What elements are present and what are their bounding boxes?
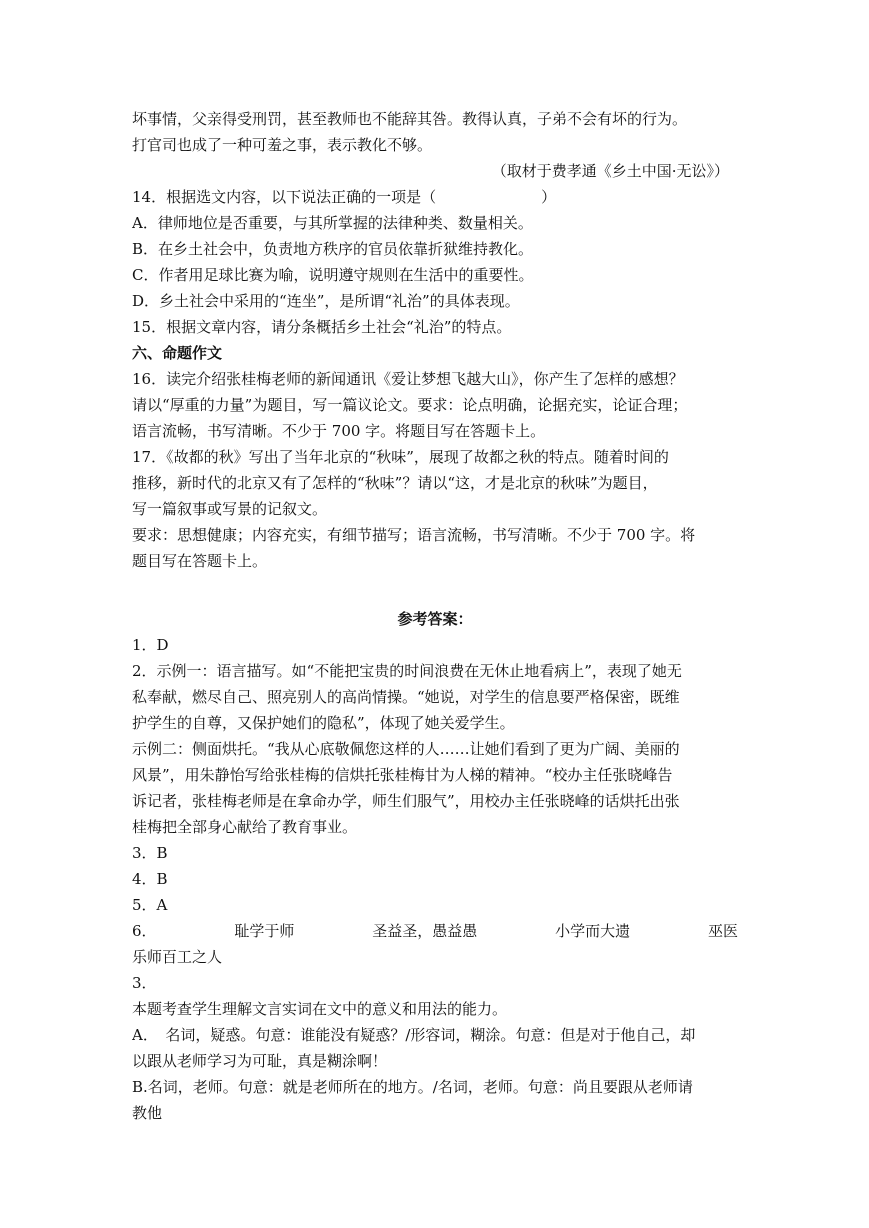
answer-2-line: 示例二：侧面烘托。“我从心底敬佩您这样的人……让她们看到了更为广阔、美丽的 — [132, 740, 680, 758]
answer-7-line: 以跟从老师学习为可耻，真是糊涂啊！ — [132, 1052, 388, 1070]
answer-6-row — [132, 918, 738, 944]
answers-heading: 参考答案： — [397, 610, 473, 628]
section-heading: 六、命题作文 — [132, 344, 223, 362]
question-14-option-a: A．律师地位是否重要，与其所掌握的法律种类、数量相关。 — [132, 214, 533, 232]
passage-source: （取材于费孝通《乡土中国·无讼》） — [491, 162, 729, 180]
question-16-line: 请以“厚重的力量”为题目，写一篇议论文。要求：论点明确，论据充实，论证合理； — [132, 396, 688, 414]
question-17-line: 17．《故都的秋》写出了当年北京的“秋味”，展现了故都之秋的特点。随着时间的 — [132, 448, 669, 466]
answer-5: 5．A — [132, 896, 168, 914]
answer-7-line: 3． — [132, 974, 157, 992]
answer-2-line: 风景”，用朱静怡写给张桂梅的信烘托张桂梅甘为人梯的精神。“校办主任张晓峰告 — [132, 766, 673, 784]
answer-3: 3．B — [132, 844, 168, 862]
answer-2-line: 诉记者，张桂梅老师是在拿命办学，师生们服气”，用校办主任张晓峰的话烘托出张 — [132, 792, 680, 810]
question-14-option-d: D．乡土社会中采用的“连坐”，是所谓“礼治”的具体表现。 — [132, 292, 520, 310]
answer-7-line: 教他 — [132, 1104, 163, 1122]
answer-2-line: 2．示例一：语言描写。如“不能把宝贵的时间浪费在无休止地看病上”，表现了她无 — [132, 662, 682, 680]
answer-2-line: 护学生的自尊，又保护她们的隐私”，体现了她关爱学生。 — [132, 714, 515, 732]
question-17-line: 推移，新时代的北京又有了怎样的“秋味”？请以“这，才是北京的秋味”为题目， — [132, 474, 658, 492]
answer-7-line: A． 名词，疑惑。句意：谁能没有疑惑？/形容词，糊涂。句意：但是对于他自己，却 — [132, 1026, 696, 1044]
question-14-option-b: B．在乡土社会中，负责地方秩序的官员依靠折狱维持教化。 — [132, 240, 534, 258]
answer-2-line: 桂梅把全部身心献给了教育事业。 — [132, 818, 358, 836]
answer-2-line: 私奉献，燃尽自己、照亮别人的高尚情操。“她说，对学生的信息要严格保密，既维 — [132, 688, 680, 706]
question-17-line: 要求：思想健康；内容充实，有细节描写；语言流畅，书写清晰。不少于 700 字。将 — [132, 526, 696, 544]
answer-7-line: 本题考查学生理解文言实词在文中的意义和用法的能力。 — [132, 1000, 508, 1018]
question-16-line: 16．读完介绍张桂梅老师的新闻通讯《爱让梦想飞越大山》，你产生了怎样的感想？ — [132, 370, 684, 388]
passage-line: 打官司也成了一种可羞之事，表示教化不够。 — [132, 136, 433, 154]
question-16-line: 语言流畅，书写清晰。不少于 700 字。将题目写在答题卡上。 — [132, 422, 546, 440]
answer-6-item: 巫医 — [707, 922, 738, 940]
question-14-stem: 14．根据选文内容，以下说法正确的一项是（ ） — [132, 188, 557, 206]
answer-7-line: B.名词，老师。句意：就是老师所在的地方。/名词，老师。句意：尚且要跟从老师请 — [132, 1078, 693, 1096]
question-14-option-c: C．作者用足球比赛为喻，说明遵守规则在生活中的重要性。 — [132, 266, 534, 284]
answer-6-number: 6． — [132, 922, 157, 940]
answer-6-item: 耻学于师 — [234, 922, 295, 940]
answer-6-item: 圣益圣，愚益愚 — [372, 922, 478, 940]
answer-6-continuation: 乐师百工之人 — [132, 948, 223, 966]
passage-line: 坏事情，父亲得受刑罚，甚至教师也不能辞其咎。教得认真，子弟不会有坏的行为。 — [132, 110, 688, 128]
answer-6-item: 小学而大遗 — [555, 922, 631, 940]
question-17-line: 题目写在答题卡上。 — [132, 552, 268, 570]
answer-1: 1．D — [132, 636, 169, 654]
answer-4: 4．B — [132, 870, 168, 888]
question-17-line: 写一篇叙事或写景的记叙文。 — [132, 500, 328, 518]
question-15: 15．根据文章内容，请分条概括乡土社会“礼治”的特点。 — [132, 318, 512, 336]
